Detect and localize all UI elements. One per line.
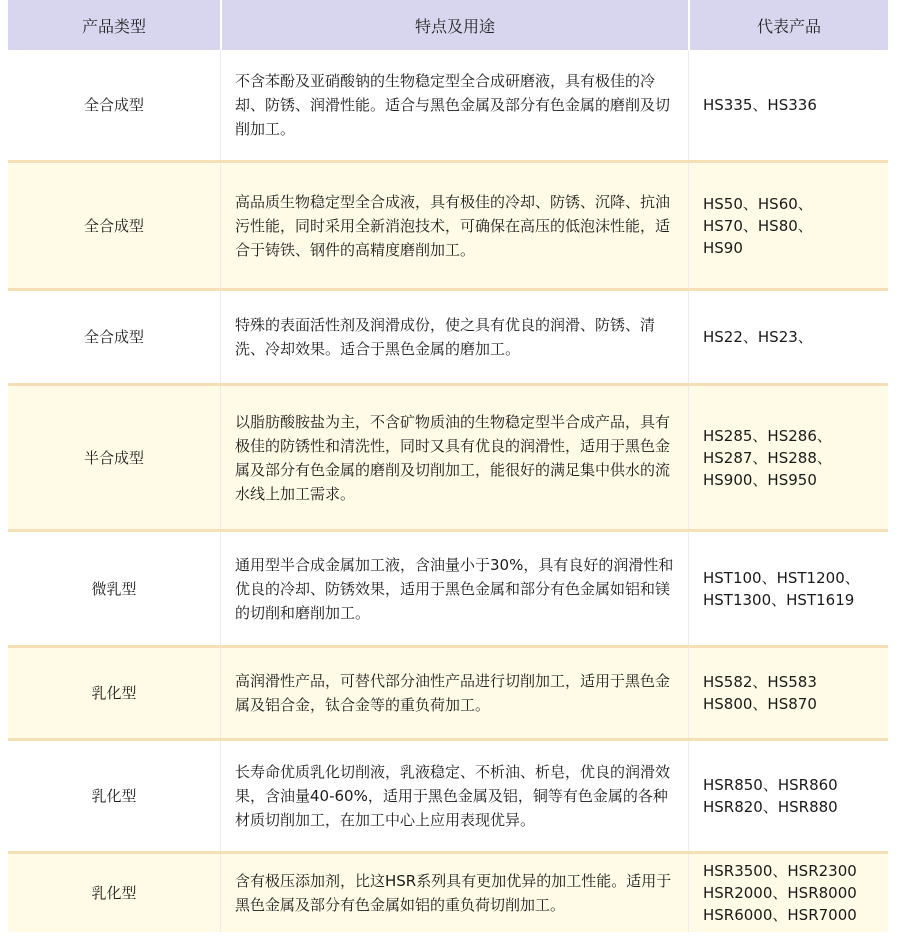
row-products (688, 163, 888, 288)
header-type: 产品类型 (81, 16, 146, 36)
table-row (8, 648, 888, 741)
table-row (8, 854, 888, 932)
row-type: 全合成型 (83, 96, 144, 114)
product-line: HS70、HS80、 (703, 216, 813, 235)
row-products (688, 741, 888, 851)
product-line: HS50、HS60、 (703, 194, 813, 213)
product-line: HSR3500、HSR2300 (703, 862, 857, 880)
header-features: 特点及用途 (220, 0, 688, 50)
product-line: HS582、HS583 (703, 673, 817, 691)
row-description: 高品质生物稳定型全合成液，具有极佳的冷却、防锈、沉降、抗油污性能，同时采用全新消泡技术，可确保在高压的低泡沫性能，适合于铸铁、钢件的高精度磨削加工。 (220, 163, 688, 288)
row-description: 以脂肪酸胺盐为主，不含矿物质油的生物稳定型半合成产品，具有极佳的防锈性和清洗性，同时又具有优良的润滑性，适用于黑色金属及部分有色金属的磨削及切削加工，能很好的满足集中供水的流水线上加工需求。 (220, 386, 688, 529)
row-products (688, 291, 888, 383)
row-type: 乳化型 (91, 787, 137, 805)
table-row (8, 291, 888, 386)
row-description: 高润滑性产品，可替代部分油性产品进行切削加工，适用于黑色金属及铝合金，钛合金等的重负荷加工。 (220, 648, 688, 738)
row-products (688, 386, 888, 529)
row-description: 通用型半合成金属加工液，含油量小于30%，具有良好的润滑性和优良的冷却、防锈效果，适用于黑色金属和部分有色金属如铝和镁的切削和磨削加工。 (220, 532, 688, 645)
product-line: HST1300、HST1619 (703, 590, 855, 609)
product-line: HS287、HS288、 (703, 448, 832, 467)
row-products (688, 648, 888, 738)
product-line: HSR2000、HSR8000 (703, 884, 857, 902)
product-line: HS22、HS23、 (703, 328, 813, 346)
product-line: HSR850、HSR860 (703, 776, 838, 794)
row-description: 特殊的表面活性剂及润滑成份，使之具有优良的润滑、防锈、清洗、冷却效果。适合于黑色金属的磨加工。 (220, 291, 688, 383)
table-row (8, 386, 888, 532)
product-line: HST100、HST1200、 (703, 568, 860, 587)
row-products (688, 532, 888, 645)
table-header (8, 0, 888, 50)
row-description: 含有极压添加剂，比这HSR系列具有更加优异的加工性能。适用于黑色金属及部分有色金属如铝的重负荷切削加工。 (220, 854, 688, 932)
table-row (8, 741, 888, 854)
table-row (8, 163, 888, 291)
row-description: 不含苯酚及亚硝酸钠的生物稳定型全合成研磨液，具有极佳的冷却、防锈、润滑性能。适合与黑色金属及部分有色金属的磨削及切削加工。 (220, 50, 688, 160)
row-type: 乳化型 (91, 684, 137, 702)
row-type: 全合成型 (83, 328, 144, 346)
table-row (8, 532, 888, 648)
product-line: HS800、HS870 (703, 695, 817, 713)
product-line: HS285、HS286、 (703, 426, 832, 445)
row-type: 全合成型 (83, 216, 144, 235)
product-line: HSR6000、HSR7000 (703, 906, 857, 924)
row-type: 微乳型 (91, 579, 137, 598)
product-line: HSR820、HSR880 (703, 798, 838, 816)
table-row (8, 50, 888, 163)
row-products (688, 854, 888, 932)
row-type: 乳化型 (91, 884, 137, 902)
row-type: 半合成型 (83, 448, 144, 467)
product-line: HS90 (703, 238, 743, 257)
header-products: 代表产品 (688, 0, 888, 50)
product-table (8, 0, 888, 936)
product-line: HS900、HS950 (703, 470, 817, 489)
row-description: 长寿命优质乳化切削液，乳液稳定、不析油、析皂，优良的润滑效果，含油量40-60%，适用于黑色金属及铝，铜等有色金属的各种材质切削加工，在加工中心上应用表现优异。 (220, 741, 688, 851)
row-products (688, 50, 888, 160)
product-line: HS335、HS336 (703, 96, 817, 114)
